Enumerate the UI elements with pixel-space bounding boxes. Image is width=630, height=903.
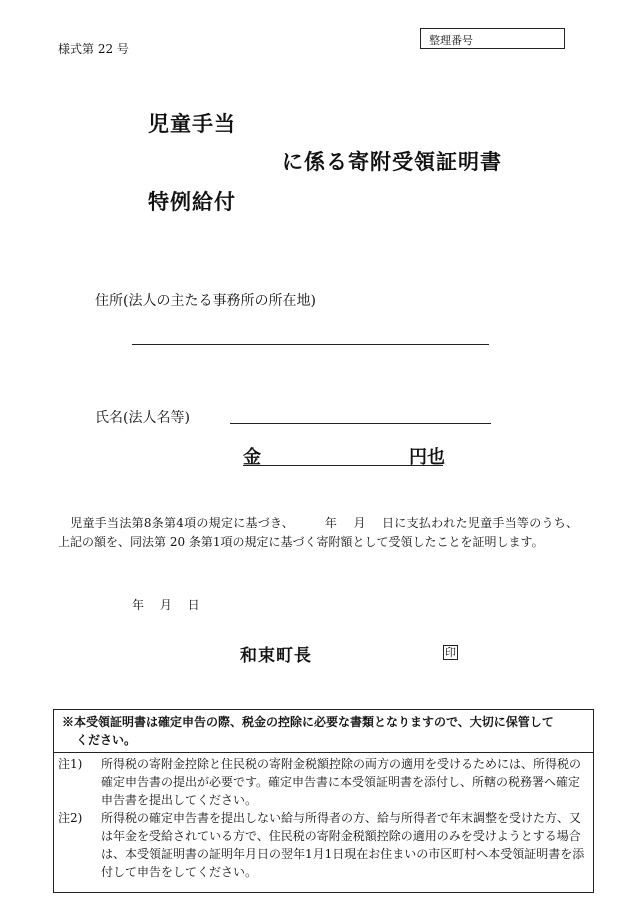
note-2-tag: 注2) bbox=[58, 811, 83, 825]
form-number: 様式第 22 号 bbox=[58, 42, 129, 56]
issuer-title: 和束町長 bbox=[240, 646, 312, 666]
title-line-1: 児童手当 bbox=[148, 111, 236, 136]
amount-suffix: 円也 bbox=[409, 447, 445, 468]
note-2-text: 所得税の確定申告書を提出しない給与所得者の方、給与所得者で年末調整を受けた方、又は年金を受給されている方で、住民税の寄附金税額控除の適用のみを受けようとする場合は、本受領証明書の証明年月日の翌年1月1日現在お住まいの市区町村へ本受領証明書を添付して申告をしてください。 bbox=[101, 811, 585, 879]
notice-notes bbox=[54, 753, 593, 881]
notice-heading-text: ※本受領証明書は確定申告の際、税金の控除に必要な書類となりますので、大切に保管して bbox=[62, 715, 554, 729]
notice-box bbox=[53, 709, 594, 893]
note-1-text: 所得税の寄附金控除と住民税の寄附金税額控除の両方の適用を受けるためには、所得税の確定申告書の提出が必要です。確定申告書に本受領証明書を添付し、所轄の税務署へ確定申告書を提出してください。 bbox=[101, 757, 582, 807]
seal-mark: 印 bbox=[445, 646, 456, 659]
note-1 bbox=[54, 755, 593, 809]
notice-heading-continued: ください。 bbox=[76, 733, 137, 747]
title-line-3: 特例給付 bbox=[148, 189, 236, 214]
issue-date: 年 月 日 bbox=[132, 598, 200, 612]
name-line bbox=[230, 423, 491, 424]
certification-text-content: 児童手当法第8条第4項の規定に基づき、 年 月 日に支払われた児童手当等のうち、上記の額を、同法第 20 条第1項の規定に基づく寄附額として受領したことを証明します。 bbox=[58, 516, 578, 549]
certification-text bbox=[58, 514, 578, 552]
address-label: 住所(法人の主たる事務所の所在地) bbox=[95, 293, 316, 309]
address-line bbox=[132, 344, 489, 345]
title-line-2: に係る寄附受領証明書 bbox=[282, 149, 502, 174]
amount-line bbox=[243, 465, 443, 466]
notice-heading bbox=[54, 710, 593, 753]
name-label: 氏名(法人名等) bbox=[95, 410, 190, 426]
note-2 bbox=[54, 809, 593, 881]
note-1-tag: 注1) bbox=[58, 757, 83, 771]
reference-number-box: 整理番号 bbox=[420, 28, 565, 49]
amount-prefix: 金 bbox=[243, 447, 261, 468]
